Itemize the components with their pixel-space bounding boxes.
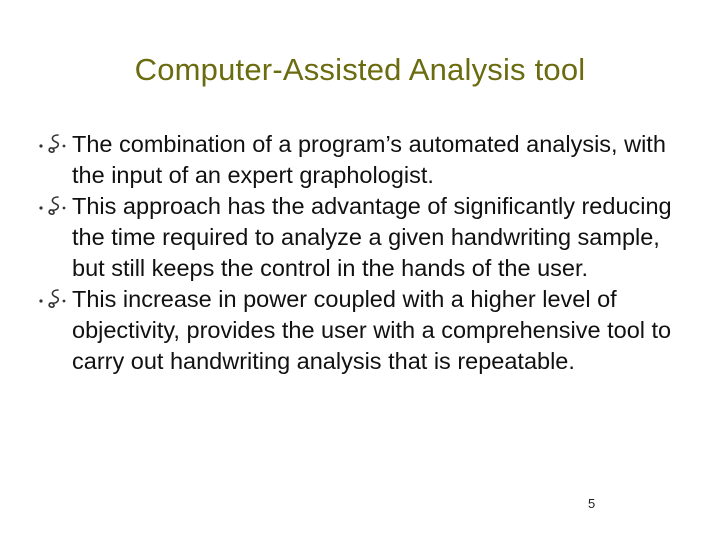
curl-bullet-icon bbox=[38, 131, 68, 159]
bullet-item bbox=[72, 284, 692, 377]
page-number: 5 bbox=[588, 496, 596, 511]
bullet-list bbox=[72, 129, 692, 377]
curl-bullet-icon bbox=[38, 286, 68, 314]
curl-bullet-icon bbox=[38, 193, 68, 221]
bullet-item bbox=[72, 129, 692, 191]
bullet-text: The combination of a program’s automated analysis, with the input of an expert graphologist. bbox=[72, 131, 666, 188]
bullet-text: This approach has the advantage of significantly reducing the time required to analyze a given handwriting sample, but still keeps the control in the hands of the user. bbox=[72, 193, 672, 281]
bullet-text: This increase in power coupled with a higher level of objectivity, provides the user with a comprehensive tool to carry out handwriting analysis that is repeatable. bbox=[72, 286, 672, 374]
bullet-item bbox=[72, 191, 692, 284]
slide-title: Computer-Assisted Analysis tool bbox=[134, 52, 586, 87]
